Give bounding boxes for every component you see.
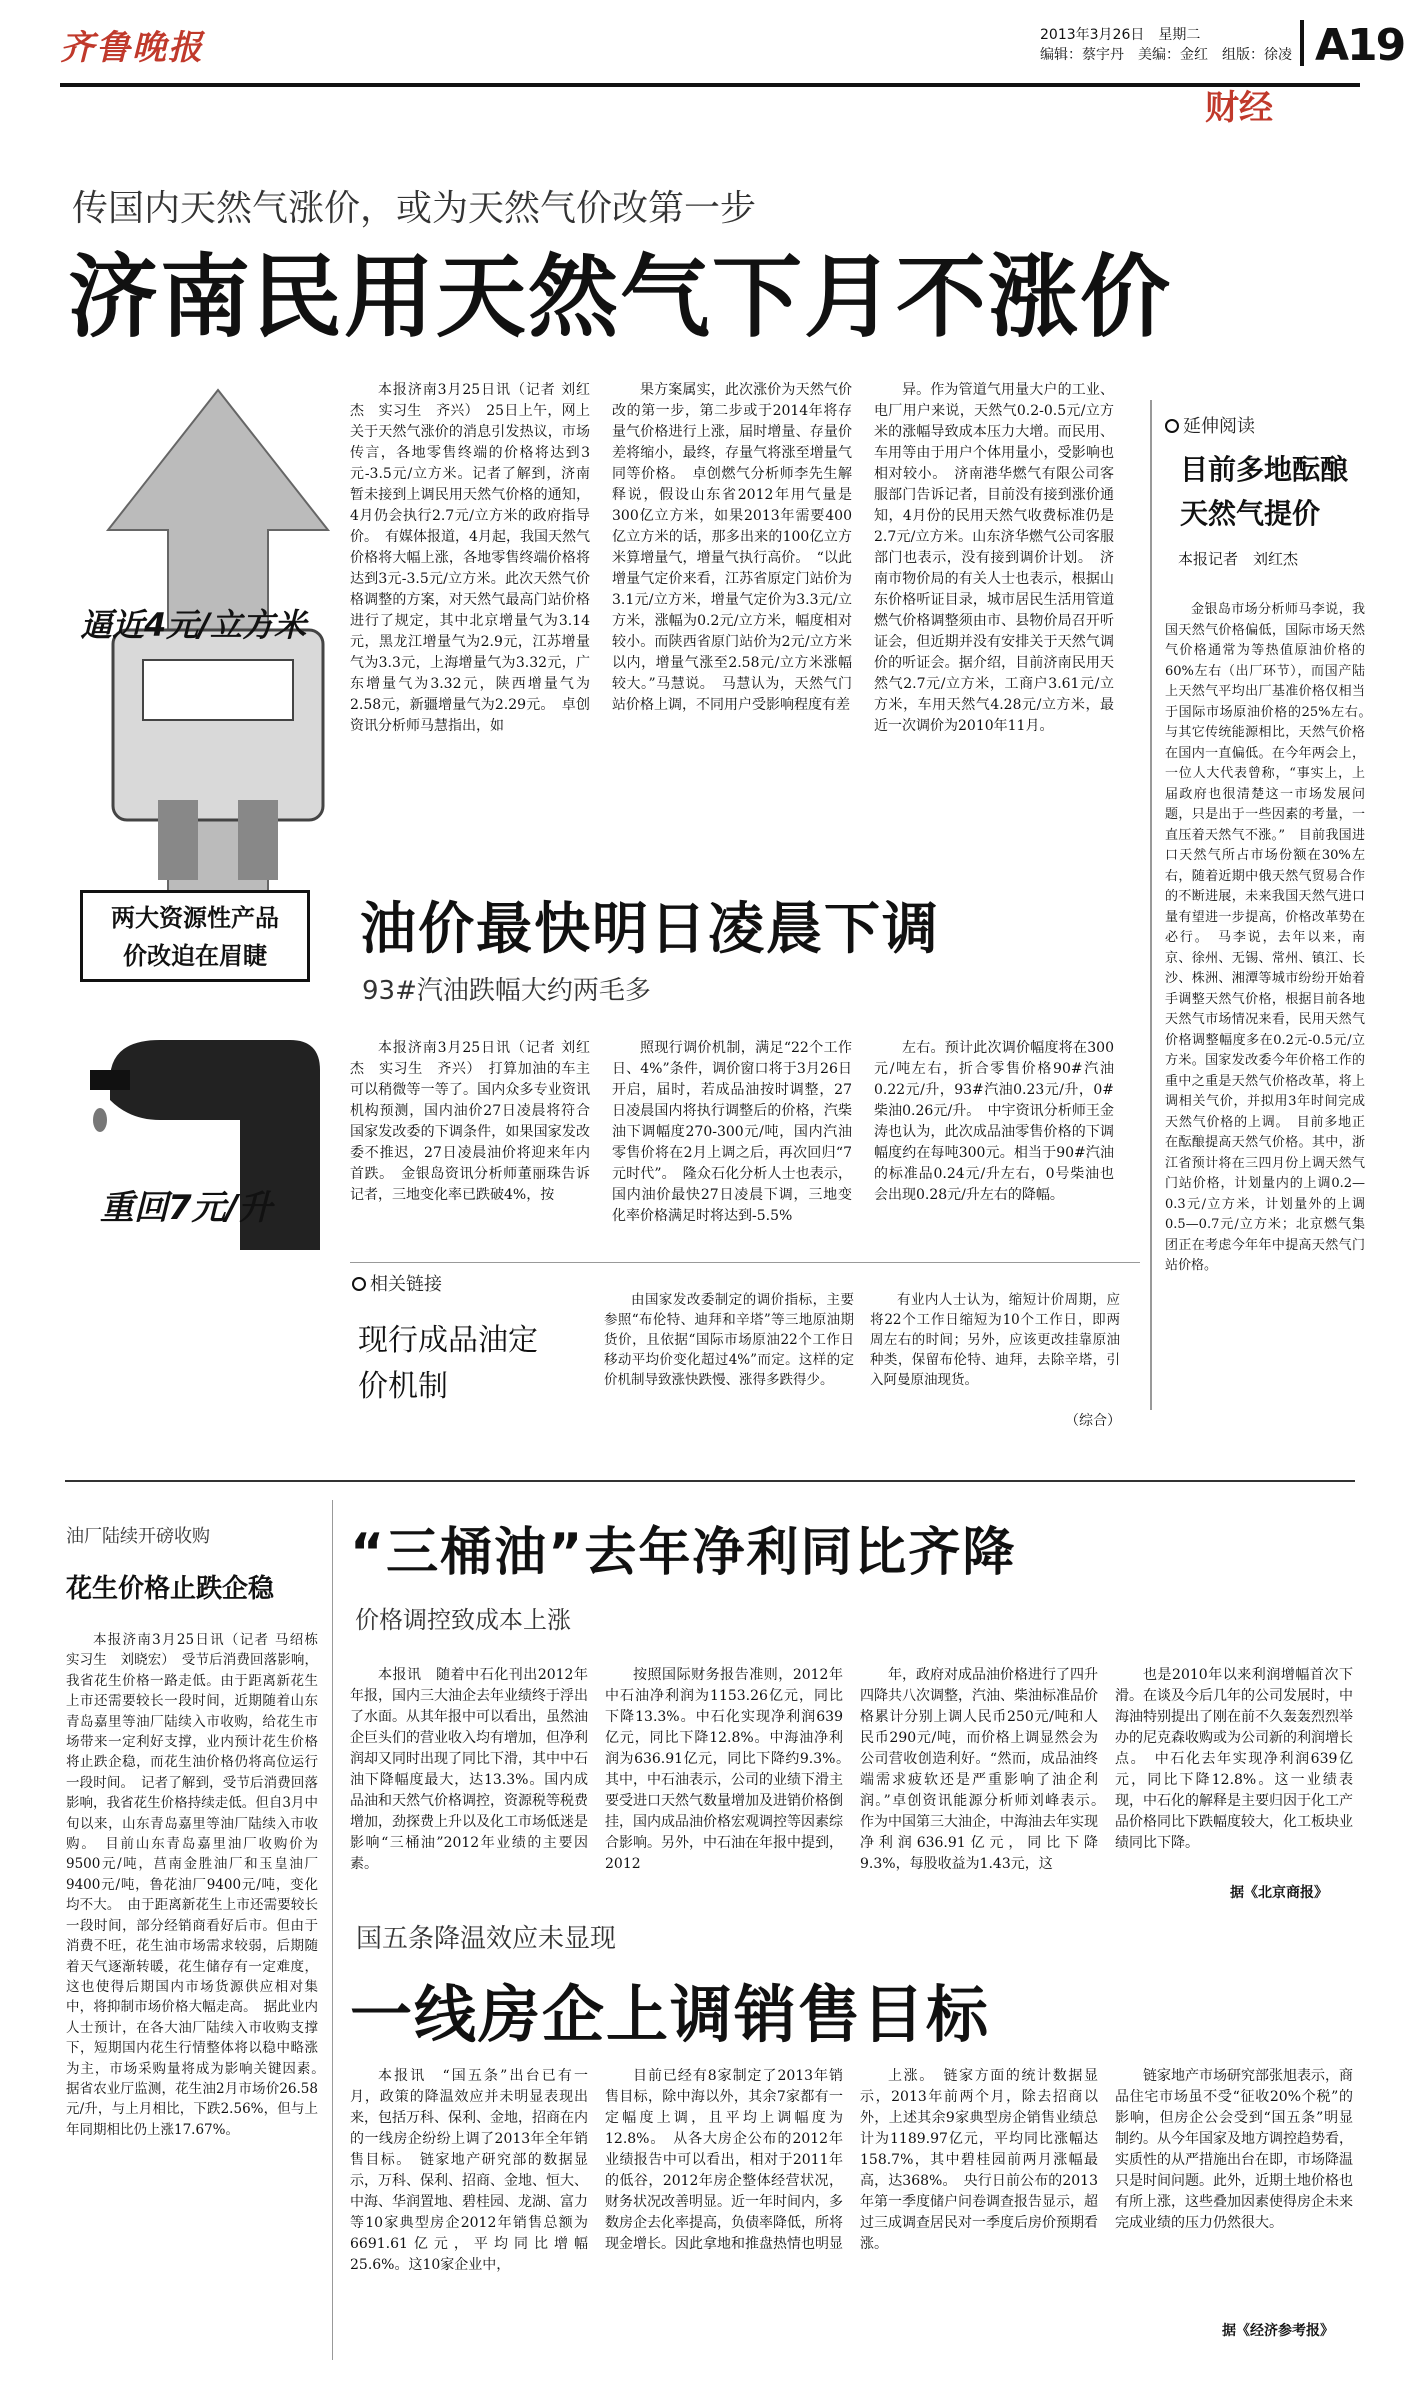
gas-meter-pipe-right	[238, 800, 278, 880]
related-divider	[350, 1262, 1140, 1263]
date-info	[1040, 25, 1292, 65]
related-col1: 由国家发改委制定的调价指标，主要参照“布伦特、迪拜和辛塔”等三地原油期货价，且依据“国际市场原油22个工作日移动平均价变化超过4%”而定。这样的定价机制导致涨快跌慢、涨得多跌得少。	[604, 1292, 854, 1388]
story1-col2: 果方案属实，此次涨价为天然气价改的第一步，第二步或于2014年将存量气价格进行上涨，届时增量、存量价差将缩小，最终，存量气将涨至增量气同等价格。 卓创燃气分析师李先生解释说，假设山东省2012年用气量是300亿立方米，如果2013年需要400亿立方米的话，那多出来的100亿立方米算增量气，增量气执行高价。 “以此增量气定价来看，江苏省原定门站价为3.1元/立方米，增量气定价为3.3元/立方米，涨幅为0.2元/立方米，幅度相对较小。而陕西省原门站价为2元/立方米以内，增量气涨至2.58元/立方米涨幅较大。”马慧说。 马慧认为，天然气门站价格上调，不同用户受影响程度有差	[612, 382, 852, 713]
story1-headline: 济南民用天然气下月不涨价	[68, 245, 1172, 350]
gas-meter-body	[113, 630, 323, 820]
story2-subhead: 93#汽油跌幅大约两毛多	[362, 976, 651, 1006]
sidebar-divider	[1150, 400, 1152, 1410]
sidebar1-tag: 延伸阅读	[1165, 412, 1255, 438]
bullet-icon	[352, 1277, 366, 1291]
box-label-line1: 两大资源性产品	[111, 904, 279, 932]
related-tag: 相关链接	[352, 1270, 442, 1296]
sidebar1-text: 金银岛市场分析师马李说，我国天然气价格偏低，国际市场天然气价格通常为等热值原油价格的60%左右（出厂环节），而国产陆上天然气平均出厂基准价格仅相当于国际市场原油价格的25%左右。 与其它传统能源相比，天然气价格在国内一直偏低。在今年两会上，一位人大代表曾称，“事实上，上届政府也很清楚这一市场发展问题，只是出于一些因素的考量，一直压着天然气不涨。” 目前我国进口天然气所占市场份额在30%左右，随着近期中俄天然气贸易合作的不断进展，未来我国天然气进口量有望进一步提高，价格改革势在必行。 马李说，去年以来，南京、徐州、无锡、常州、镇江、长沙、株洲、湘潭等城市纷纷开始着手调整天然气价格，根据目前各地天然气市场情况来看，民用天然气价格调整幅度多在0.2元-0.5元/立方米。国家发改委今年价格工作的重中之重是天然气价格改革，将上调相关气价，并拟用3年时间完成天然气价格的上调。 目前多地正在酝酿提高天然气价格。其中，浙江省预计将在三四月份上调天然气门站价格，计划量内的上调0.2—0.3元/立方米，计划量外的上调0.5—0.7元/立方米；北京燃气集团正在考虑今年年中提高天然气门站价格。	[1165, 602, 1379, 1273]
related-source: （综合）	[1065, 1413, 1121, 1429]
sidebar1-headline: 目前多地酝酿天然气提价	[1180, 453, 1349, 530]
story3-col4: 也是2010年以来利润增幅首次下滑。在谈及今后几年的公司发展时，中海油特别提出了刚在前不久轰轰烈烈举办的尼克森收购或为公司新的利润增长点。 中石化去年实现净利润639亿元，同比下降12.8%。这一业绩表现，中石化的解释是主要归因于化工产品价格同比下跌幅度较大，化工板块业绩同比下降。	[1115, 1667, 1353, 1851]
story3-source: 据《北京商报》	[1230, 1885, 1328, 1901]
story4-source: 据《经济参考报》	[1222, 2323, 1334, 2339]
gas-meter-pipe-left	[158, 800, 198, 880]
section-rule	[65, 1480, 1355, 1482]
story4-kicker: 国五条降温效应未显现	[356, 1924, 617, 1954]
story3-col3: 年，政府对成品油价格进行了四升四降共八次调整，汽油、柴油标准品价格累计分别上调人民币250元/吨和人民币290元/吨，而价格上调显然会为公司营收创造利好。“然而，成品油终端需求疲软还是严重影响了油企利润。”卓创资讯能源分析师刘峰表示。 作为中国第三大油企，中海油去年实现净利润636.91亿元，同比下降9.3%，每股收益为1.43元，这	[860, 1667, 1112, 1872]
editors-line: 编辑：蔡宇丹 美编：金红 组版：徐凌	[1040, 47, 1292, 63]
section-name: 财经	[1205, 88, 1273, 128]
story2-col3: 左右。预计此次调价幅度将在300元/吨左右，折合零售价格90#汽油0.22元/升，93#汽油0.23元/升，0#柴油0.26元/升。 中宇资讯分析师王金涛也认为，此次成品油零售价格的下调幅度约在每吨300元。相当于90#汽油的标准品0.24元/升左右，0号柴油也会出现0.28元/升左右的降幅。	[874, 1040, 1114, 1203]
peanut-kicker: 油厂陆续开磅收购	[66, 1526, 210, 1547]
peanut-text: 本报济南3月25日讯（记者 马绍栋 实习生 刘晓宏） 受节后消费回落影响，我省花生价格一路走低。由于距离新花生上市还需要较长一段时间，近期随着山东青岛嘉里等油厂陆续入市收购，给花生市场带来一定利好支撑，业内预计花生价格将止跌企稳，而花生油价格仍将高位运行一段时间。 记者了解到，受节后消费回落影响，我省花生价格持续走低。但自3月中旬以来，山东青岛嘉里等油厂陆续入市收购。 目前山东青岛嘉里油厂收购价为9500元/吨，莒南金胜油厂和玉皇油厂9400元/吨，鲁花油厂9400元/吨，变化均不大。 由于距离新花生上市还需要较长一段时间，部分经销商看好后市。但由于消费不旺，花生油市场需求较弱，后期随着天气逐渐转暖，花生储存有一定难度，这也使得后期国内市场货源供应相对集中，将抑制市场价格大幅走高。 据此业内人士预计，在各大油厂陆续入市收购支撑下，短期国内花生行情整体将以稳中略涨为主，市场采购量将成为影响关键因素。 据省农业厅监测，花生油2月市场价26.58元/升，与上月相比，下跌2.56%，但与上年同期相比仍上涨17.67%。	[66, 1632, 332, 2138]
story2-col1: 本报济南3月25日讯（记者 刘红杰 实习生 齐兴） 打算加油的车主可以稍微等一等了。国内众多专业资讯机构预测，国内油价27日凌晨将符合国家发改委的下调条件，如果国家发改委不推迟，27日凌晨油价将迎来年内首跌。 金银岛资讯分析师董丽珠告诉记者，三地变化率已跌破4%，按	[350, 1040, 590, 1203]
story3-col2: 按照国际财务报告准则，2012年中石油净利润为1153.26亿元，同比下降13.3%。中石化实现净利润639亿元，同比下降12.8%。中海油净利润为636.91亿元，同比下降约9.3%。 其中，中石油表示，公司的业绩下滑主要受进口天然气数量增加及进销价格倒挂，国内成品油价格宏观调控等因素综合影响。另外，中石油在年报中提到，2012	[605, 1667, 857, 1872]
story4-col1: 本报讯 “国五条”出台已有一月，政策的降温效应并未明显表现出来，包括万科、保利、金地，招商在内的一线房企纷纷上调了2013年全年销售目标。 链家地产研究部的数据显示，万科、保利、招商、金地、恒大、中海、华润置地、碧桂园、龙湖、富力等10家典型房企2012年销售总额为6691.61亿元，平均同比增幅25.6%。这10家企业中，	[350, 2068, 588, 2273]
related-headline: 现行成品油定价机制	[358, 1323, 538, 1404]
sidebar1-byline: 本报记者 刘红杰	[1178, 550, 1299, 568]
story4-headline: 一线房企上调销售目标	[350, 1978, 991, 2051]
gas-meter-graphic	[68, 380, 368, 950]
story4-col2: 目前已经有8家制定了2013年销售目标，除中海以外，其余7家都有一定幅度上调，且平均上调幅度为12.8%。 从各大房企公布的2012年业绩报告中可以看出，相对于2011年的低谷，2012年房企整体经营状况，财务状况改善明显。近一年时间内，多数房企去化率提高，负债率降低，所将现金增长。因此拿地和推盘热情也明显	[605, 2068, 843, 2252]
gas-meter-display	[143, 660, 293, 720]
bullet-icon	[1165, 419, 1179, 433]
resource-price-box	[80, 890, 310, 982]
masthead-logo: 齐鲁晚报	[60, 28, 204, 68]
story3-subhead: 价格调控致成本上涨	[355, 1606, 571, 1634]
story1-col1: 本报济南3月25日讯（记者 刘红杰 实习生 齐兴） 25日上午，网上关于天然气涨价的消息引发热议，市场传言，各地零售终端的价格将达到3元-3.5元/立方米。记者了解到，济南暂未接到上调民用天然气价格的通知，4月仍会执行2.7元/立方米的政府指导价。 有媒体报道，4月起，我国天然气价格将大幅上涨，各地零售终端价格将达到3元-3.5元/立方米。此次天然气价格调整的方案，对天然气最高门站价格进行了规定，其中北京增量气为3.14元，黑龙江增量气为2.9元，江苏增量气为3.3元，上海增量气为3.32元，广东增量气为3.32元，陕西增量气为2.58元，新疆增量气为2.29元。 卓创资讯分析师马慧指出，如	[350, 382, 590, 734]
story1-graphic-label: 逼近4元/立方米	[80, 606, 306, 644]
fuel-drop-icon	[93, 1108, 107, 1132]
story3-col1: 本报讯 随着中石化刊出2012年年报，国内三大油企去年业绩终于浮出了水面。从其年报中可以看出，虽然油企巨头们的营业收入均有增加，但净利润却又同时出现了同比下滑，其中中石油下降幅度最大，达13.3%。国内成品油和天然气价格调控，资源税等税费增加，劲探费上升以及化工市场低迷是影响“三桶油”2012年业绩的主要因素。	[350, 1667, 588, 1872]
peanut-divider	[332, 1500, 333, 2360]
story4-col3: 上涨。 链家方面的统计数据显示，2013年前两个月，除去招商以外，上述其余9家典型房企销售业绩总计为1189.97亿元，平均同比涨幅达158.7%，其中碧桂园前两月涨幅最高，达368%。 央行日前公布的2013年第一季度储户问卷调查报告显示，超过三成调查居民对一季度后房价预期看涨。	[860, 2068, 1098, 2252]
page-number: A19	[1315, 20, 1405, 71]
peanut-headline: 花生价格止跌企稳	[66, 1574, 275, 1604]
story2-headline: 油价最快明日凌晨下调	[360, 897, 940, 962]
story2-graphic-label: 重回7元/升	[100, 1188, 273, 1228]
fuel-nozzle-tip	[90, 1070, 130, 1090]
story1-kicker: 传国内天然气涨价，或为天然气价改第一步	[72, 188, 757, 229]
story1-col3: 异。作为管道气用量大户的工业、电厂用户来说，天然气0.2-0.5元/立方米的涨幅导致成本压力大增。而民用、车用等由于用户个体用量小，受影响也相对较小。 济南港华燃气有限公司客服部门告诉记者，目前没有接到涨价通知，4月份的民用天然气收费标准仍是2.7元/立方米。山东济华燃气公司客服部门也表示，没有接到调价计划。 济南市物价局的有关人士也表示，根据山东价格听证目录，城市居民生活用管道燃气价格调整须由市、县物价局召开听证会，但近期并没有安排关于天然气调价的听证会。据介绍，目前济南民用天然气2.7元/立方米，工商户3.61元/立方米，车用天然气4.28元/立方米，最近一次调价为2010年11月。	[874, 382, 1114, 734]
related-col2: 有业内人士认为，缩短计价周期，应将22个工作日缩短为10个工作日，即两周左右的时间；另外，应该更改挂靠原油种类，保留布伦特、迪拜，去除辛塔，引入阿曼原油现货。	[870, 1292, 1120, 1388]
story3-headline: “三桶油”去年净利同比齐降	[350, 1523, 1017, 1583]
box-label-line2: 价改迫在眉睫	[123, 942, 267, 970]
page-number-bar	[1300, 20, 1304, 66]
story4-col4: 链家地产市场研究部张旭表示，商品住宅市场虽不受“征收20%个税”的影响，但房企公会受到“国五条”明显制约。从今年国家及地方调控趋势看，实质性的从严措施出台在即，市场降温只是时间问题。此外，近期土地价格也有所上涨，这些叠加因素使得房企未来完成业绩的压力仍然很大。	[1115, 2068, 1353, 2231]
story2-col2: 照现行调价机制，满足“22个工作日、4%”条件，调价窗口将于3月26日开启，届时，若成品油按时调整，27日凌晨国内将执行调整后的价格，汽柴油下调幅度270-300元/吨，国内汽油零售价将在2月上调之后，再次回归“7元时代”。 隆众石化分析人士也表示，国内油价最快27日凌晨下调，三地变化率价格满足时将达到-5.5%	[612, 1040, 852, 1224]
issue-date: 2013年3月26日 星期二	[1040, 27, 1201, 43]
header-rule	[60, 83, 1360, 87]
